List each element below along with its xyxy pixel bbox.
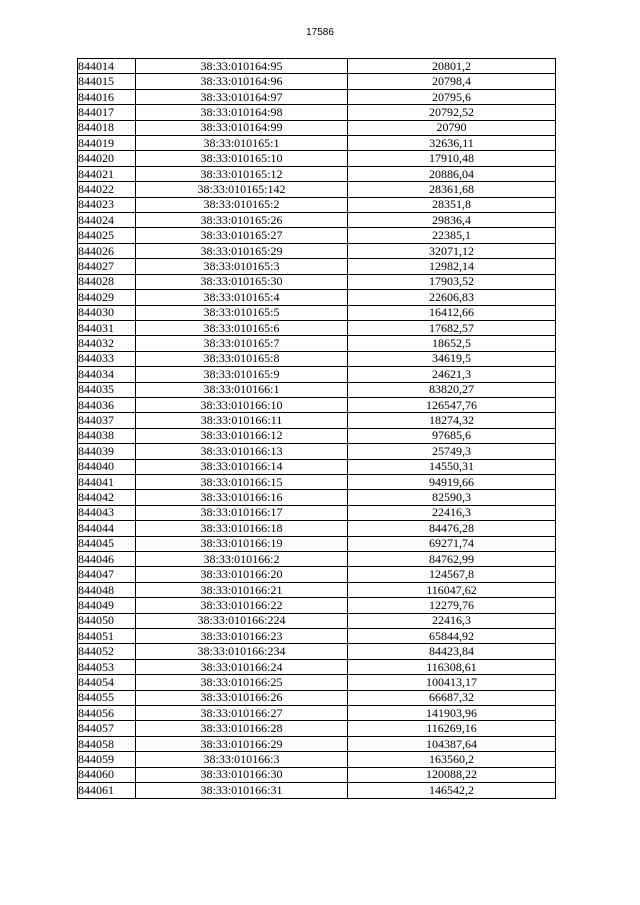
table-row <box>78 105 556 120</box>
cadastral-number-cell: 38:33:010166:24 <box>136 659 348 674</box>
table-row <box>78 305 556 320</box>
row-number-cell: 844060 <box>78 767 136 782</box>
row-number-cell: 844059 <box>78 752 136 767</box>
row-number-cell: 844034 <box>78 367 136 382</box>
row-number-cell: 844040 <box>78 459 136 474</box>
cadastral-number-cell: 38:33:010166:3 <box>136 752 348 767</box>
table-row <box>78 413 556 428</box>
cadastral-number-cell: 38:33:010165:27 <box>136 228 348 243</box>
table-row <box>78 721 556 736</box>
row-number-cell: 844036 <box>78 397 136 412</box>
table-row <box>78 582 556 597</box>
table-row <box>78 213 556 228</box>
row-number-cell: 844055 <box>78 690 136 705</box>
table-row <box>78 767 556 782</box>
table-row <box>78 490 556 505</box>
table-row <box>78 474 556 489</box>
row-number-cell: 844061 <box>78 783 136 798</box>
cadastral-number-cell: 38:33:010164:98 <box>136 105 348 120</box>
table-row <box>78 783 556 798</box>
cadastral-number-cell: 38:33:010165:4 <box>136 290 348 305</box>
value-cell: 32636,11 <box>348 136 556 151</box>
table-row <box>78 320 556 335</box>
row-number-cell: 844050 <box>78 613 136 628</box>
table-row <box>78 428 556 443</box>
value-cell: 65844,92 <box>348 629 556 644</box>
table-row <box>78 74 556 89</box>
row-number-cell: 844019 <box>78 136 136 151</box>
table-row <box>78 521 556 536</box>
cadastral-number-cell: 38:33:010164:96 <box>136 74 348 89</box>
value-cell: 22606,83 <box>348 290 556 305</box>
cadastral-number-cell: 38:33:010164:99 <box>136 120 348 135</box>
table-row <box>78 228 556 243</box>
cadastral-number-cell: 38:33:010166:29 <box>136 736 348 751</box>
table-row <box>78 259 556 274</box>
cadastral-number-cell: 38:33:010165:30 <box>136 274 348 289</box>
cadastral-number-cell: 38:33:010165:1 <box>136 136 348 151</box>
cadastral-number-cell: 38:33:010166:10 <box>136 397 348 412</box>
table-row <box>78 120 556 135</box>
cadastral-number-cell: 38:33:010166:19 <box>136 536 348 551</box>
table-row <box>78 351 556 366</box>
cadastral-number-cell: 38:33:010166:28 <box>136 721 348 736</box>
value-cell: 82590,3 <box>348 490 556 505</box>
value-cell: 141903,96 <box>348 706 556 721</box>
row-number-cell: 844016 <box>78 89 136 104</box>
row-number-cell: 844027 <box>78 259 136 274</box>
row-number-cell: 844025 <box>78 228 136 243</box>
table-row <box>78 752 556 767</box>
row-number-cell: 844048 <box>78 582 136 597</box>
row-number-cell: 844035 <box>78 382 136 397</box>
cadastral-number-cell: 38:33:010165:7 <box>136 336 348 351</box>
row-number-cell: 844022 <box>78 182 136 197</box>
table-row <box>78 706 556 721</box>
cadastral-number-cell: 38:33:010166:25 <box>136 675 348 690</box>
row-number-cell: 844037 <box>78 413 136 428</box>
cadastral-number-cell: 38:33:010166:1 <box>136 382 348 397</box>
cadastral-number-cell: 38:33:010165:142 <box>136 182 348 197</box>
row-number-cell: 844020 <box>78 151 136 166</box>
value-cell: 14550,31 <box>348 459 556 474</box>
cadastral-number-cell: 38:33:010166:20 <box>136 567 348 582</box>
cadastral-number-cell: 38:33:010166:21 <box>136 582 348 597</box>
value-cell: 17910,48 <box>348 151 556 166</box>
table-body <box>78 59 556 799</box>
value-cell: 20792,52 <box>348 105 556 120</box>
row-number-cell: 844051 <box>78 629 136 644</box>
value-cell: 32071,12 <box>348 243 556 258</box>
row-number-cell: 844023 <box>78 197 136 212</box>
cadastral-number-cell: 38:33:010166:11 <box>136 413 348 428</box>
table-row <box>78 552 556 567</box>
row-number-cell: 844039 <box>78 444 136 459</box>
cadastral-number-cell: 38:33:010165:2 <box>136 197 348 212</box>
cadastral-number-cell: 38:33:010166:14 <box>136 459 348 474</box>
value-cell: 16412,66 <box>348 305 556 320</box>
cadastral-number-cell: 38:33:010166:13 <box>136 444 348 459</box>
cadastral-number-cell: 38:33:010166:18 <box>136 521 348 536</box>
value-cell: 163560,2 <box>348 752 556 767</box>
table-row <box>78 536 556 551</box>
row-number-cell: 844029 <box>78 290 136 305</box>
row-number-cell: 844033 <box>78 351 136 366</box>
cadastral-number-cell: 38:33:010164:95 <box>136 59 348 74</box>
cadastral-number-cell: 38:33:010166:2 <box>136 552 348 567</box>
row-number-cell: 844042 <box>78 490 136 505</box>
row-number-cell: 844058 <box>78 736 136 751</box>
row-number-cell: 844044 <box>78 521 136 536</box>
row-number-cell: 844046 <box>78 552 136 567</box>
cadastral-number-cell: 38:33:010165:9 <box>136 367 348 382</box>
table-row <box>78 613 556 628</box>
value-cell: 25749,3 <box>348 444 556 459</box>
value-cell: 20795,6 <box>348 89 556 104</box>
cadastral-number-cell: 38:33:010166:224 <box>136 613 348 628</box>
data-table <box>77 58 556 799</box>
cadastral-number-cell: 38:33:010166:12 <box>136 428 348 443</box>
value-cell: 22416,3 <box>348 613 556 628</box>
row-number-cell: 844028 <box>78 274 136 289</box>
cadastral-number-cell: 38:33:010166:27 <box>136 706 348 721</box>
value-cell: 28351,8 <box>348 197 556 212</box>
value-cell: 83820,27 <box>348 382 556 397</box>
value-cell: 34619,5 <box>348 351 556 366</box>
cadastral-number-cell: 38:33:010164:97 <box>136 89 348 104</box>
table-row <box>78 136 556 151</box>
value-cell: 126547,76 <box>348 397 556 412</box>
table-row <box>78 367 556 382</box>
row-number-cell: 844043 <box>78 505 136 520</box>
value-cell: 84762,99 <box>348 552 556 567</box>
value-cell: 20886,04 <box>348 166 556 181</box>
table-row <box>78 290 556 305</box>
row-number-cell: 844014 <box>78 59 136 74</box>
row-number-cell: 844057 <box>78 721 136 736</box>
value-cell: 17682,57 <box>348 320 556 335</box>
table-row <box>78 659 556 674</box>
row-number-cell: 844015 <box>78 74 136 89</box>
cadastral-number-cell: 38:33:010166:234 <box>136 644 348 659</box>
table-row <box>78 736 556 751</box>
value-cell: 24621,3 <box>348 367 556 382</box>
cadastral-number-cell: 38:33:010166:15 <box>136 474 348 489</box>
row-number-cell: 844052 <box>78 644 136 659</box>
value-cell: 20801,2 <box>348 59 556 74</box>
value-cell: 120088,22 <box>348 767 556 782</box>
row-number-cell: 844047 <box>78 567 136 582</box>
row-number-cell: 844018 <box>78 120 136 135</box>
value-cell: 116269,16 <box>348 721 556 736</box>
value-cell: 84423,84 <box>348 644 556 659</box>
cadastral-number-cell: 38:33:010166:30 <box>136 767 348 782</box>
table-row <box>78 690 556 705</box>
row-number-cell: 844038 <box>78 428 136 443</box>
cadastral-number-cell: 38:33:010165:5 <box>136 305 348 320</box>
cadastral-number-cell: 38:33:010166:16 <box>136 490 348 505</box>
table-row <box>78 197 556 212</box>
value-cell: 12279,76 <box>348 598 556 613</box>
cadastral-number-cell: 38:33:010165:10 <box>136 151 348 166</box>
value-cell: 124567,8 <box>348 567 556 582</box>
row-number-cell: 844026 <box>78 243 136 258</box>
row-number-cell: 844056 <box>78 706 136 721</box>
cadastral-number-cell: 38:33:010166:22 <box>136 598 348 613</box>
value-cell: 100413,17 <box>348 675 556 690</box>
cadastral-number-cell: 38:33:010165:3 <box>136 259 348 274</box>
value-cell: 94919,66 <box>348 474 556 489</box>
value-cell: 17903,52 <box>348 274 556 289</box>
row-number-cell: 844045 <box>78 536 136 551</box>
value-cell: 22385,1 <box>348 228 556 243</box>
table-row <box>78 567 556 582</box>
row-number-cell: 844017 <box>78 105 136 120</box>
value-cell: 18274,32 <box>348 413 556 428</box>
table-row <box>78 505 556 520</box>
page-number: 17586 <box>306 27 334 38</box>
value-cell: 18652,5 <box>348 336 556 351</box>
table-row <box>78 59 556 74</box>
value-cell: 29836,4 <box>348 213 556 228</box>
cadastral-number-cell: 38:33:010166:31 <box>136 783 348 798</box>
table-row <box>78 598 556 613</box>
row-number-cell: 844030 <box>78 305 136 320</box>
table-row <box>78 382 556 397</box>
value-cell: 104387,64 <box>348 736 556 751</box>
value-cell: 146542,2 <box>348 783 556 798</box>
table-row <box>78 151 556 166</box>
value-cell: 116308,61 <box>348 659 556 674</box>
row-number-cell: 844032 <box>78 336 136 351</box>
cadastral-number-cell: 38:33:010166:17 <box>136 505 348 520</box>
cadastral-number-cell: 38:33:010165:29 <box>136 243 348 258</box>
row-number-cell: 844049 <box>78 598 136 613</box>
value-cell: 22416,3 <box>348 505 556 520</box>
value-cell: 97685,6 <box>348 428 556 443</box>
row-number-cell: 844053 <box>78 659 136 674</box>
table-row <box>78 182 556 197</box>
row-number-cell: 844024 <box>78 213 136 228</box>
table-row <box>78 274 556 289</box>
table-row <box>78 644 556 659</box>
value-cell: 69271,74 <box>348 536 556 551</box>
cadastral-number-cell: 38:33:010165:26 <box>136 213 348 228</box>
table-row <box>78 243 556 258</box>
row-number-cell: 844031 <box>78 320 136 335</box>
table-row <box>78 166 556 181</box>
value-cell: 116047,62 <box>348 582 556 597</box>
row-number-cell: 844054 <box>78 675 136 690</box>
value-cell: 12982,14 <box>348 259 556 274</box>
table-row <box>78 629 556 644</box>
value-cell: 20798,4 <box>348 74 556 89</box>
value-cell: 28361,68 <box>348 182 556 197</box>
cadastral-number-cell: 38:33:010166:23 <box>136 629 348 644</box>
cadastral-number-cell: 38:33:010166:26 <box>136 690 348 705</box>
table-row <box>78 89 556 104</box>
value-cell: 20790 <box>348 120 556 135</box>
table-row <box>78 336 556 351</box>
table-row <box>78 459 556 474</box>
row-number-cell: 844021 <box>78 166 136 181</box>
table-row <box>78 675 556 690</box>
value-cell: 66687,32 <box>348 690 556 705</box>
row-number-cell: 844041 <box>78 474 136 489</box>
cadastral-number-cell: 38:33:010165:12 <box>136 166 348 181</box>
table-row <box>78 397 556 412</box>
cadastral-number-cell: 38:33:010165:6 <box>136 320 348 335</box>
table-row <box>78 444 556 459</box>
cadastral-number-cell: 38:33:010165:8 <box>136 351 348 366</box>
value-cell: 84476,28 <box>348 521 556 536</box>
